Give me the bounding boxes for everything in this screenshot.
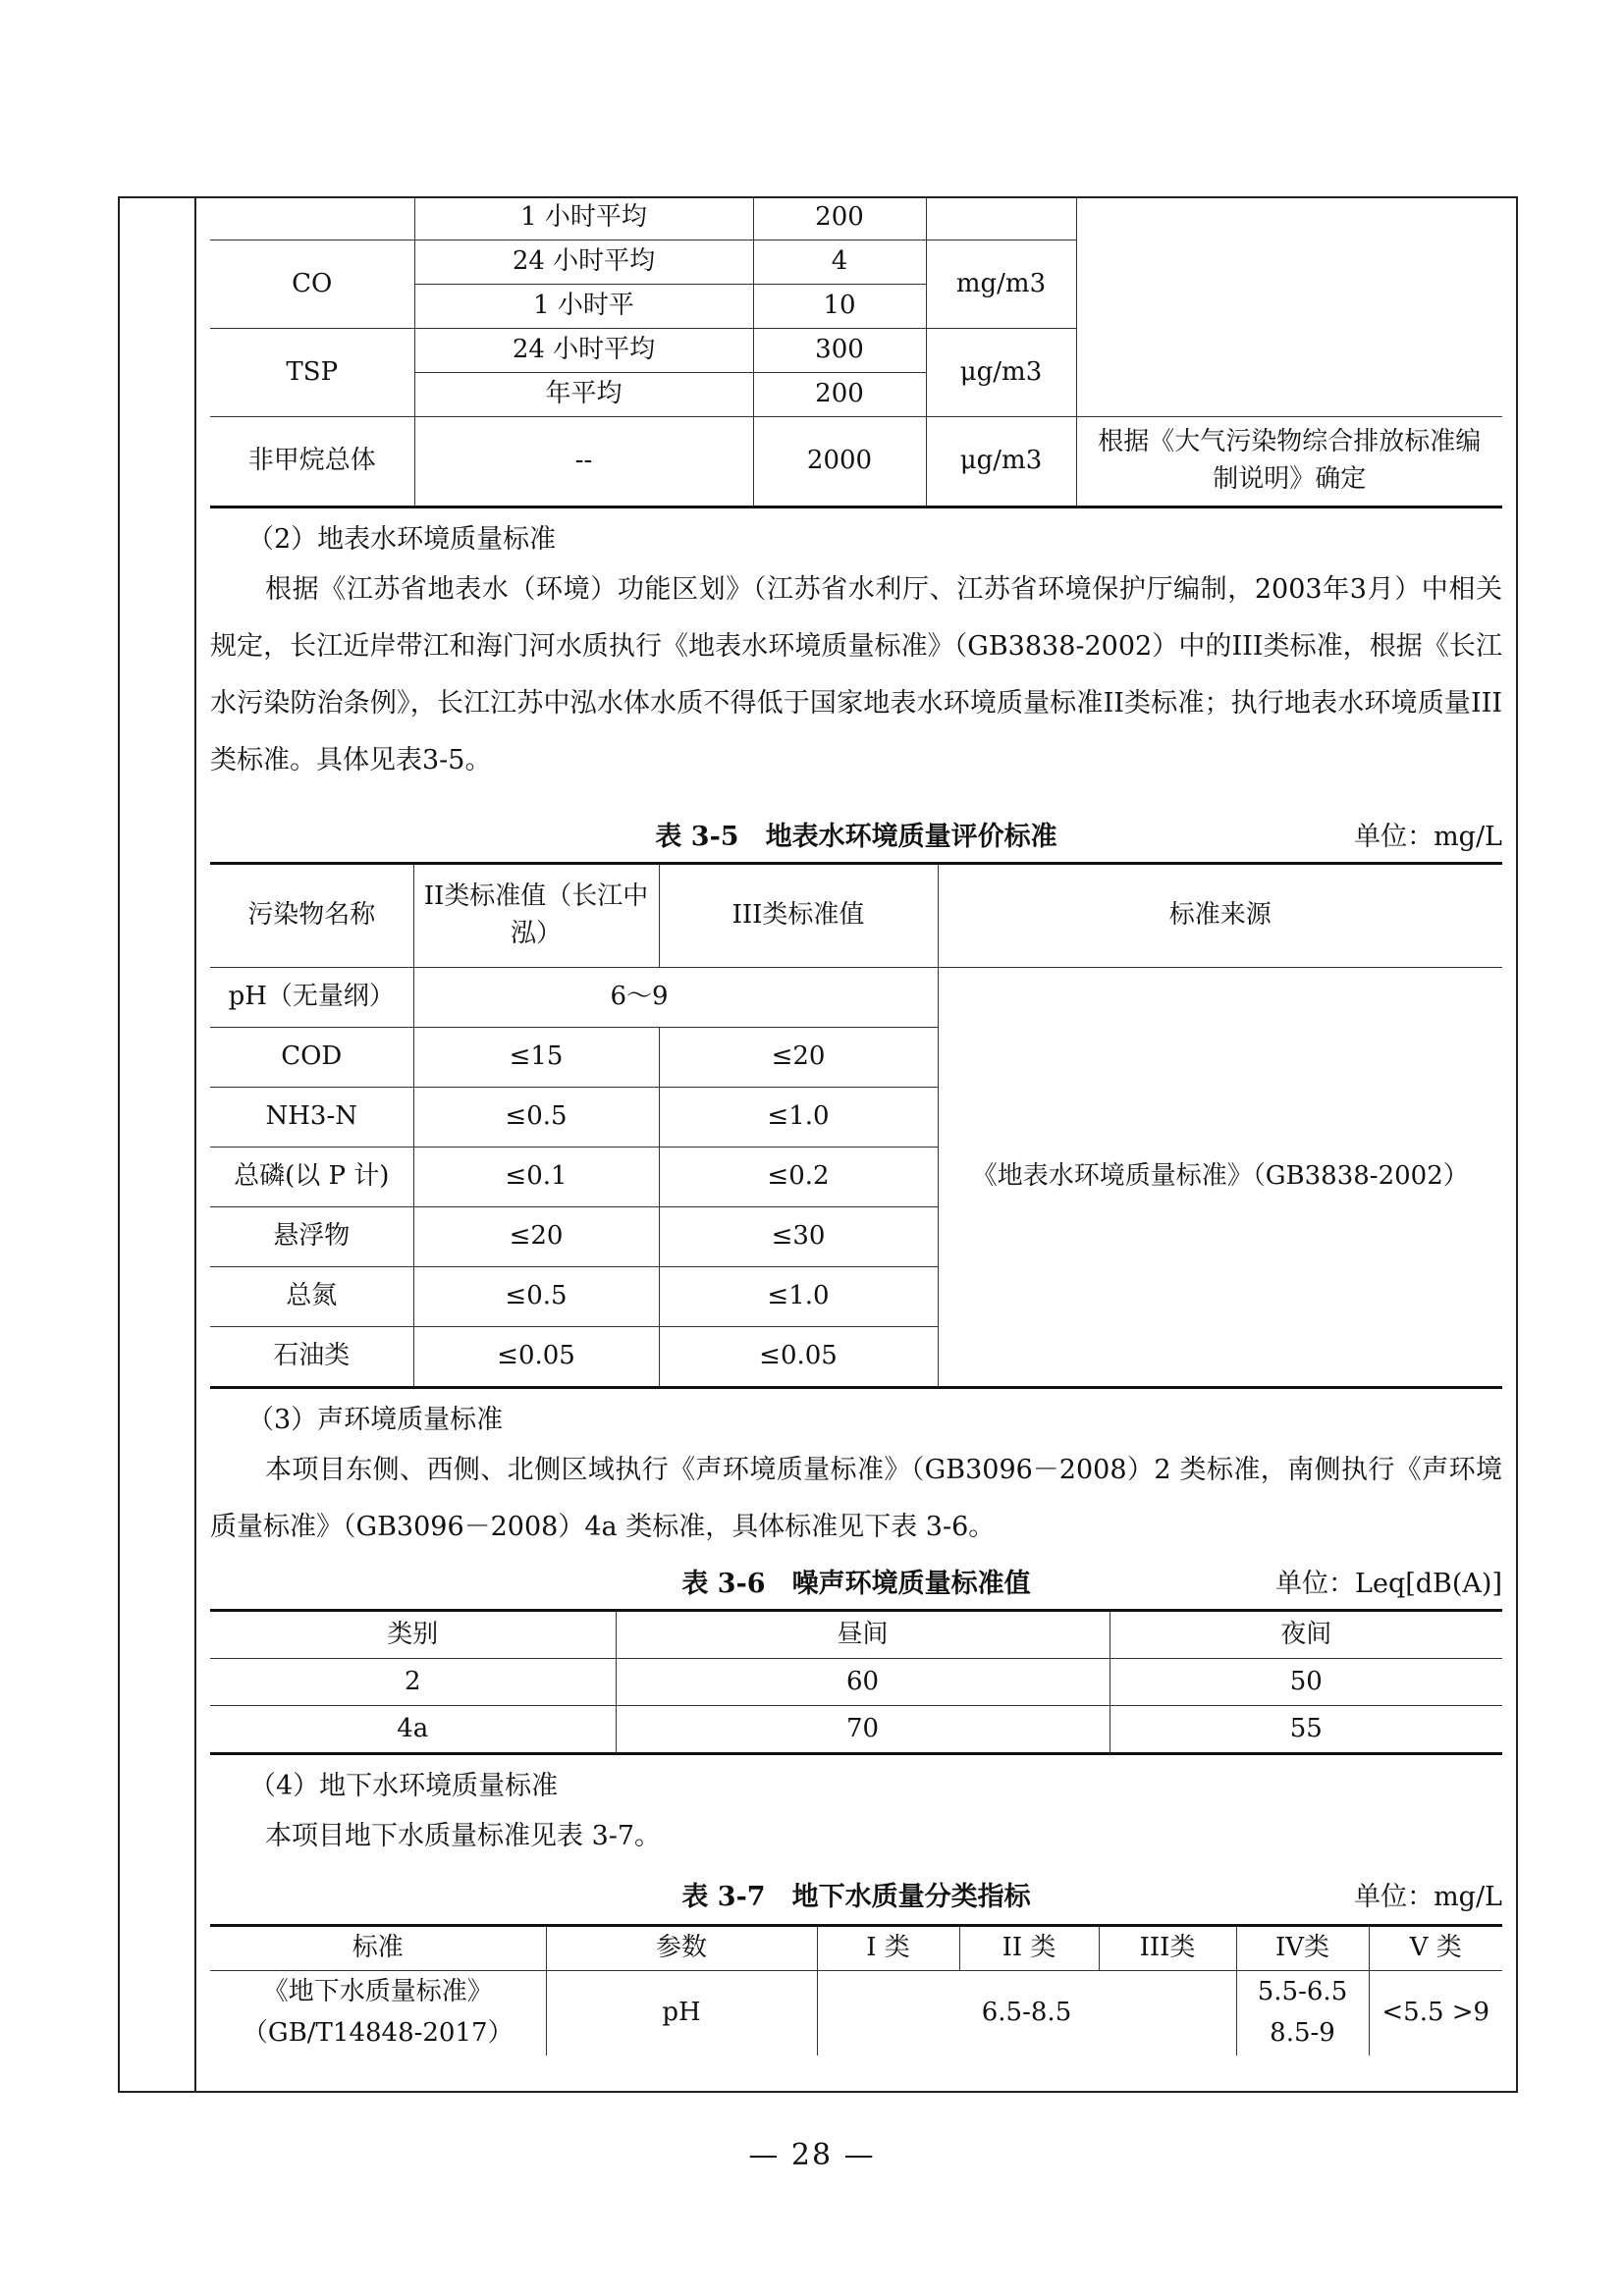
table-cell: 6.5-8.5 bbox=[817, 1971, 1236, 2056]
table-cell: ≤0.05 bbox=[413, 1327, 659, 1388]
table-cell bbox=[926, 196, 1076, 240]
table-row bbox=[210, 417, 1502, 507]
table-cell: ≤0.1 bbox=[413, 1148, 659, 1207]
table-cell: -- bbox=[414, 417, 753, 507]
table-cell: 300 bbox=[753, 329, 926, 373]
table-header-cell: II类标准值（长江中泓） bbox=[413, 864, 659, 968]
section-heading: （4）地下水环境质量标准 bbox=[249, 1771, 559, 1801]
table-cell: 《地表水环境质量标准》（GB3838-2002） bbox=[938, 968, 1502, 1388]
table-cell: 2000 bbox=[753, 417, 926, 507]
table-cell: 55 bbox=[1110, 1706, 1502, 1754]
table-cell: ≤20 bbox=[413, 1207, 659, 1267]
table-row bbox=[210, 968, 1502, 1028]
table-header-cell: V 类 bbox=[1369, 1926, 1502, 1971]
table-cell: ≤15 bbox=[413, 1028, 659, 1088]
table-row bbox=[210, 1706, 1502, 1754]
table-cell: 年平均 bbox=[414, 373, 753, 417]
table-caption-row bbox=[210, 1865, 1502, 1924]
table-cell: COD bbox=[210, 1028, 413, 1088]
section-paragraph: 本项目东侧、西侧、北侧区域执行《声环境质量标准》（GB3096－2008）2 类标准，南侧执行《声环境质量标准》（GB3096－2008）4a 类标准，具体标准见下表 3-6。 bbox=[210, 1455, 1502, 1542]
table-row bbox=[210, 1971, 1502, 2056]
table-cell: mg/m3 bbox=[926, 240, 1076, 329]
table-cell: 70 bbox=[616, 1706, 1110, 1754]
table-header-cell: 标准 bbox=[210, 1926, 546, 1971]
table-row bbox=[210, 1659, 1502, 1706]
table-cell: ≤20 bbox=[659, 1028, 938, 1088]
table-header-cell: 夜间 bbox=[1110, 1611, 1502, 1659]
table-cell: ≤0.5 bbox=[413, 1267, 659, 1327]
noise-standard-table bbox=[210, 1609, 1502, 1755]
table-cell: ≤0.5 bbox=[413, 1088, 659, 1148]
table-row bbox=[210, 196, 1502, 240]
table-caption: 表 3-6 噪声环境质量标准值 bbox=[681, 1569, 1031, 1599]
table-caption-row bbox=[210, 1556, 1502, 1609]
table-cell: 总磷(以 P 计) bbox=[210, 1148, 413, 1207]
table-cell: ≤0.2 bbox=[659, 1148, 938, 1207]
table-cell: 50 bbox=[1110, 1659, 1502, 1706]
table-header-row bbox=[210, 864, 1502, 968]
air-quality-table bbox=[210, 196, 1502, 508]
table-cell: μg/m3 bbox=[926, 417, 1076, 507]
table-cell: 200 bbox=[753, 196, 926, 240]
table-header-cell: III类 bbox=[1099, 1926, 1236, 1971]
table-unit: 单位：mg/L bbox=[1354, 822, 1502, 852]
table-header-cell: 参数 bbox=[546, 1926, 817, 1971]
table-cell: 1 小时平均 bbox=[414, 196, 753, 240]
table-cell: 5.5-6.5 8.5-9 bbox=[1236, 1971, 1369, 2056]
table-cell: ≤30 bbox=[659, 1207, 938, 1267]
table-cell: 24 小时平均 bbox=[414, 329, 753, 373]
table-cell: ≤1.0 bbox=[659, 1088, 938, 1148]
table-cell: TSP bbox=[210, 329, 414, 417]
page-content bbox=[210, 196, 1502, 2056]
table-header-cell: II 类 bbox=[959, 1926, 1099, 1971]
table-cell: 60 bbox=[616, 1659, 1110, 1706]
table-cell: pH bbox=[546, 1971, 817, 2056]
section-paragraph: 根据《江苏省地表水（环境）功能区划》（江苏省水利厅、江苏省环境保护厅编制，2003年3月）中相关规定，长江近岸带江和海门河水质执行《地表水环境质量标准》（GB3838-2002）中的III类标准，根据《长江水污染防治条例》，长江江苏中泓水体水质不得低于国家地表水环境质量标准II类标准；执行地表水环境质量III类标准。具体见表3-5。 bbox=[210, 574, 1502, 775]
table-cell: CO bbox=[210, 240, 414, 329]
table-cell: 4 bbox=[753, 240, 926, 285]
section-paragraph: 本项目地下水质量标准见表 3-7。 bbox=[265, 1821, 662, 1851]
table-cell: 4a bbox=[210, 1706, 616, 1754]
table-cell: ≤1.0 bbox=[659, 1267, 938, 1327]
table-header-cell: 类别 bbox=[210, 1611, 616, 1659]
table-cell: 1 小时平 bbox=[414, 285, 753, 329]
table-cell: 10 bbox=[753, 285, 926, 329]
table-unit: 单位：mg/L bbox=[1354, 1882, 1502, 1912]
table-header-cell: 昼间 bbox=[616, 1611, 1110, 1659]
table-cell: 非甲烷总体 bbox=[210, 417, 414, 507]
table-header-row bbox=[210, 1926, 1502, 1971]
table-cell: 24 小时平均 bbox=[414, 240, 753, 285]
table-cell bbox=[210, 196, 414, 240]
table-unit: 单位：Leq[dB(A)] bbox=[1275, 1569, 1502, 1599]
table-header-cell: 标准来源 bbox=[938, 864, 1502, 968]
section-heading: （3）声环境质量标准 bbox=[247, 1405, 504, 1435]
table-cell: 2 bbox=[210, 1659, 616, 1706]
table-cell: ≤0.05 bbox=[659, 1327, 938, 1388]
table-cell: 悬浮物 bbox=[210, 1207, 413, 1267]
table-cell bbox=[1076, 196, 1502, 417]
table-cell: pH（无量纲） bbox=[210, 968, 413, 1028]
table-cell: NH3-N bbox=[210, 1088, 413, 1148]
table-header-cell: III类标准值 bbox=[659, 864, 938, 968]
table-cell: 《地下水质量标准》（GB/T14848-2017） bbox=[210, 1971, 546, 2056]
surface-water-table bbox=[210, 862, 1502, 1389]
table-header-cell: I 类 bbox=[817, 1926, 959, 1971]
table-cell: μg/m3 bbox=[926, 329, 1076, 417]
table-header-row bbox=[210, 1611, 1502, 1659]
table-cell: <5.5 >9 bbox=[1369, 1971, 1502, 2056]
table-cell: 200 bbox=[753, 373, 926, 417]
table-caption: 表 3-5 地表水环境质量评价标准 bbox=[655, 822, 1057, 852]
section-heading: （2）地表水环境质量标准 bbox=[247, 524, 557, 555]
table-header-cell: IV类 bbox=[1236, 1926, 1369, 1971]
table-caption-row bbox=[210, 801, 1502, 862]
table-cell: 根据《大气污染物综合排放标准编制说明》确定 bbox=[1076, 417, 1502, 507]
table-cell: 总氮 bbox=[210, 1267, 413, 1327]
table-caption: 表 3-7 地下水质量分类指标 bbox=[681, 1882, 1031, 1912]
groundwater-table bbox=[210, 1924, 1502, 2056]
table-header-cell: 污染物名称 bbox=[210, 864, 413, 968]
table-cell: 石油类 bbox=[210, 1327, 413, 1388]
table-cell: 6～9 bbox=[413, 968, 938, 1028]
page-number: — 28 — bbox=[748, 2138, 876, 2172]
frame-left-column-rule bbox=[194, 196, 196, 2093]
